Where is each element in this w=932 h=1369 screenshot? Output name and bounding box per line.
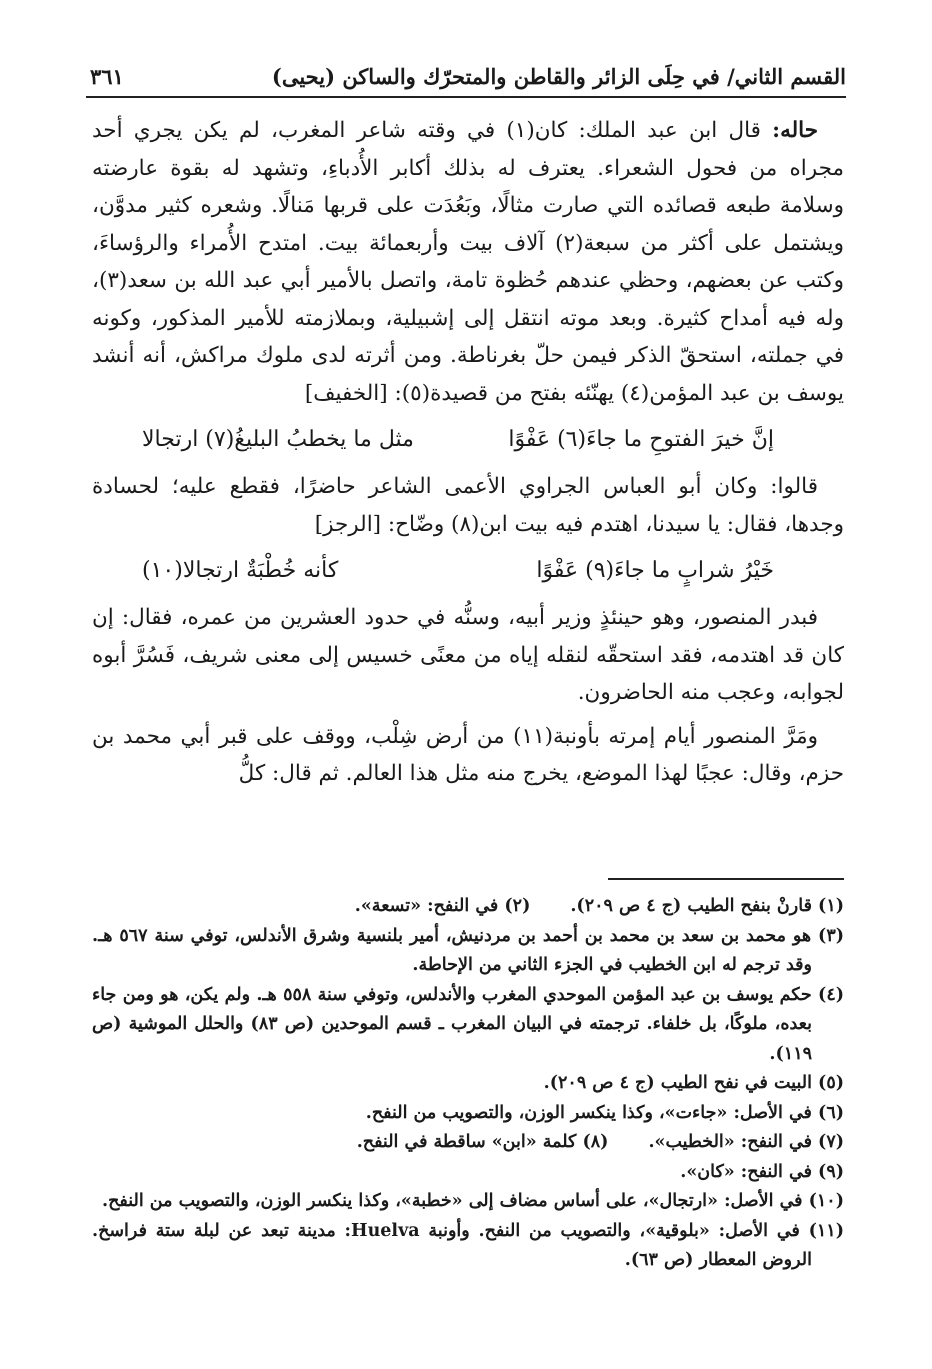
footnote-2: (٢) في النفح: «تسعة». <box>354 896 531 916</box>
footnote-row-7-8 <box>92 1128 844 1158</box>
footnote-8: (٨) كلمة «ابن» ساقطة في النفح. <box>356 1132 609 1152</box>
running-title: القسم الثاني/ في حِلَى الزائر والقاطن والمتحرّك والساكن (يحيى) <box>271 63 846 89</box>
footnote-row-1-2 <box>92 892 844 922</box>
footnote-10: (١٠) في الأصل: «ارتجال»، على أساس مضاف إلى «خطبة»، وكذا ينكسر الوزن، والتصويب من النفح. <box>102 1191 844 1211</box>
paragraph-2 <box>92 468 844 543</box>
header-rule <box>86 96 846 98</box>
meter-label-1: [الخفيف] <box>304 380 388 406</box>
paragraph-1-text: قال ابن عبد الملك: كان(١) في وقته شاعر المغرب، لم يكن يجري أحد مجراه من فحول الشعراء. يعترف له بذلك أكابر الأُدباءِ، وتشهد له بقوة عارضته وسلامة طبعه قصائده التي صارت مثالًا، وبَعُدَت على قربها مَنالًا. وشعره كثير مدوَّن، ويشتمل على أكثر من سبعة(٢) آلاف بيت وأربعمائة بيت. امتدح الأُمراء والرؤساءَ، وكتب عن بعضهم، وحظي عندهم حُظوة تامة، واتصل بالأمير أبي عبد الله بن سعد(٣)، وله فيه أمداح كثيرة. وبعد موته انتقل إلى إشبيلية، وبملازمته للأمير المذكور، وكونه في جملته، استحقّ الذكر فيمن حلّ بغرناطة. ومن أثرته لدى ملوك مراكش، أنه أنشد يوسف بن عبد المؤمن(٤) يهنّئه بفتح من قصيدة(٥): <box>92 118 844 406</box>
footnote-9: (٩) في النفح: «كان». <box>680 1161 844 1182</box>
paragraph-2-text: قالوا: وكان أبو العباس الجراوي الأعمى الشاعر حاضرًا، فقطع عليه؛ لحسادة وجدها، فقال: يا سيدنا، اهتدم فيه بيت ابن(٨) وضّاح: <box>92 474 844 537</box>
section-label: حاله: <box>772 118 818 143</box>
paragraph-3: فبدر المنصور، وهو حينئذٍ وزير أبيه، وسنُّه في حدود العشرين من عمره، فقال: إن كان قد اهتدمه، فقد استحقّه لنقله إياه من معنًى خسيس إلى معنى شريف، فَسُرَّ أبوه لجوابه، وعجب منه الحاضرون. <box>92 605 844 705</box>
verse-1-first-hemistich: إنَّ خيرَ الفتوحِ ما جاءَ(٦) عَفْوًا <box>508 427 774 452</box>
verse-2-first-hemistich: خَيْرُ شرابٍ ما جاءَ(٩) عَفْوًا <box>536 558 774 583</box>
footnote-5: (٥) البيت في نفح الطيب (ج ٤ ص ٢٠٩). <box>543 1073 844 1093</box>
paragraph-4: ومَرَّ المنصور أيام إمرته بأونبة(١١) من أرض شِلْب، ووقف على قبر أبي محمد بن حزم، وقال: عجبًا لهذا الموضع، يخرج منه مثل هذا العالم. ثم قال: كلُّ <box>92 723 844 786</box>
paragraph-1 <box>92 112 844 412</box>
verse-2-second-hemistich: كأنه خُطْبَةٌ ارتجالا(١٠) <box>142 558 339 583</box>
meter-label-2: [الرجز] <box>314 511 382 537</box>
footnote-6: (٦) في الأصل: «جاءت»، وكذا ينكسر الوزن، والتصويب من النفح. <box>365 1102 844 1123</box>
main-text <box>92 112 844 793</box>
footnote-11: (١١) في الأصل: «بلوقية»، والتصويب من النفح. وأونبة Huelva: مدينة تبعد عن لبلة ستة فراسخ. الروض المعطار (ص ٦٣). <box>92 1220 844 1270</box>
footnote-1: (١) قارنْ بنفح الطيب (ج ٤ ص ٢٠٩). <box>570 896 844 916</box>
verse-1-second-hemistich: مثل ما يخطبُ البليغُ(٧) ارتجالا <box>142 427 414 452</box>
footnotes <box>92 892 844 1276</box>
verse-2 <box>92 543 844 599</box>
page-header <box>90 60 846 92</box>
footnote-rule <box>608 878 844 880</box>
page-number: ٣٦١ <box>90 63 124 89</box>
footnote-3: (٣) هو محمد بن سعد بن محمد بن أحمد بن مردنيش، أمير بلنسية وشرق الأندلس، توفي سنة ٥٦٧ هـ. وقد ترجم له ابن الخطيب في الجزء الثاني من الإحاطة. <box>92 925 844 975</box>
footnote-7: (٧) في النفح: «الخطيب». <box>648 1132 844 1152</box>
verse-1 <box>92 412 844 468</box>
footnote-4: (٤) حكم يوسف بن عبد المؤمن الموحدي المغرب والأندلس، وتوفي سنة ٥٥٨ هـ. ولم يكن، هو ومن جاء بعده، ملوكًا، بل خلفاء. ترجمته في البيان المغرب ـ قسم الموحدين (ص ٨٣) والحلل الموشية (ص ١١٩). <box>92 984 844 1064</box>
